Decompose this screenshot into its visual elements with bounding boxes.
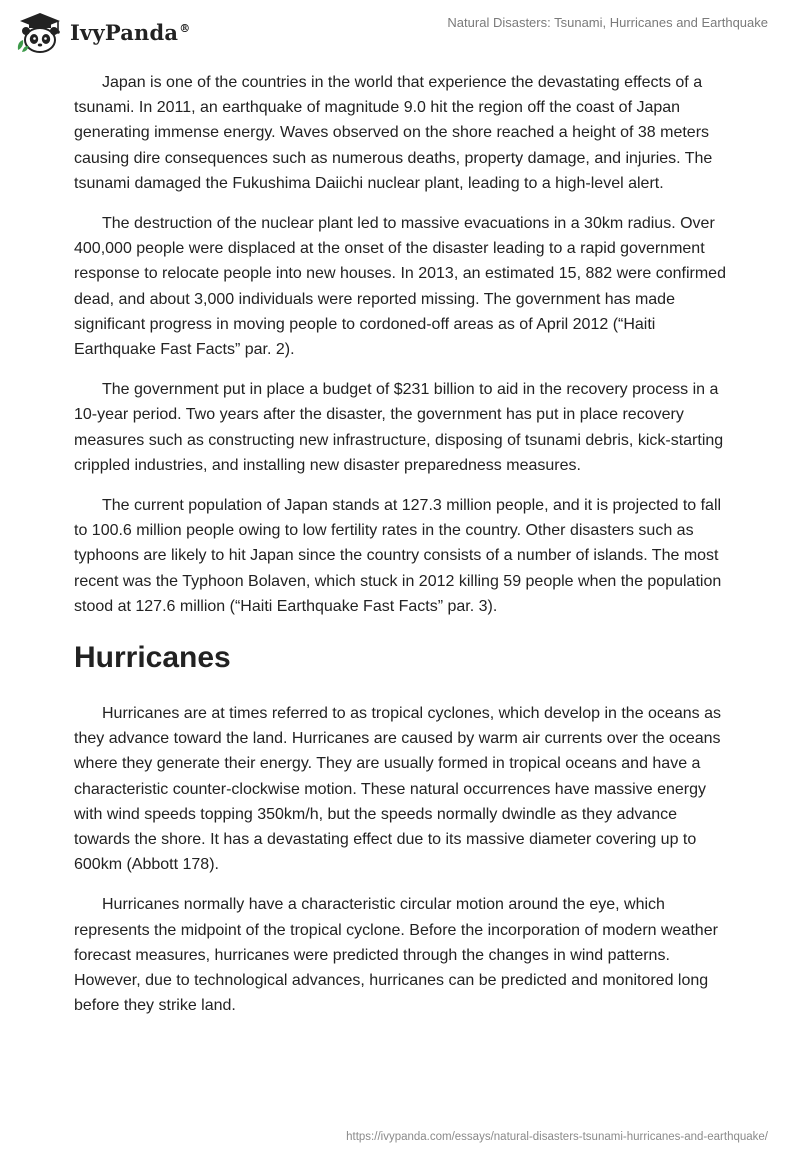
panda-graduate-icon [14, 10, 66, 54]
paragraph: The current population of Japan stands at 127.3 million people, and it is projected to fall to 100.6 million people owing to low fertility rates in the country. Other disasters such as typhoons are likely to hit Japan since the country consists of a number of islands. The most recent was the Typhoon Bolaven, which stuck in 2012 killing 59 people when the population stood at 127.6 million (“Haiti Earthquake Fast Facts” par. 3). [74, 497, 722, 615]
paragraph: Japan is one of the countries in the world that experience the devastating effects of a tsunami. In 2011, an earthquake of magnitude 9.0 hit the region off the coast of Japan generating immense energy. Waves observed on the shore reached a height of 38 meters causing dire consequences such as numerous deaths, property damage, and injuries. The tsunami damaged the Fukushima Daiichi nuclear plant, leading to a high-level alert. [74, 74, 713, 192]
page-header [0, 0, 800, 62]
paragraph: The government put in place a budget of $231 billion to aid in the recovery process in a 10-year period. Two years after the disaster, the government has put in place recovery measures such as constructing new infrastructure, disposing of tsunami debris, kick-starting crippled industries, and installing new disaster preparedness measures. [74, 381, 724, 474]
paragraph: The destruction of the nuclear plant led to massive evacuations in a 30km radius. Over 400,000 people were displaced at the onset of the disaster leading to a rapid government response to relocate people into new houses. In 2013, an estimated 15, 882 were confirmed dead, and about 3,000 individuals were reported missing. The government has made significant progress in moving people to cordoned-off areas as of April 2012 (“Haiti Earthquake Fast Facts” par. 2). [74, 215, 726, 359]
section-heading: Hurricanes [74, 641, 231, 675]
essay-body [74, 70, 734, 1034]
ivypanda-logo[interactable] [14, 10, 190, 54]
source-url-link[interactable]: https://ivypanda.com/essays/natural-disasters-tsunami-hurricanes-and-earthquake/ [346, 1131, 768, 1143]
paragraph: Hurricanes are at times referred to as tropical cyclones, which develop in the oceans as they advance toward the land. Hurricanes are caused by warm air currents over the oceans where they generate their energy. They are usually formed in tropical oceans and have a characteristic counter-clockwise motion. These natural occurrences have massive energy with wind speeds topping 350km/h, but the speeds normally dwindle as they advance towards the shore. It has a devastating effect due to its massive diameter covering up to 600km (Abbott 178). [74, 705, 721, 874]
paragraph: Hurricanes normally have a characteristic circular motion around the eye, which represents the midpoint of the tropical cyclone. Before the incorporation of modern weather forecast measures, hurricanes were predicted through the changes in wind patterns. However, due to technological advances, hurricanes can be predicted and monitored long before they strike land. [74, 896, 718, 1015]
logo-wordmark: IvyPanda® [70, 19, 191, 45]
document-title: Natural Disasters: Tsunami, Hurricanes and Earthquake [447, 15, 768, 30]
